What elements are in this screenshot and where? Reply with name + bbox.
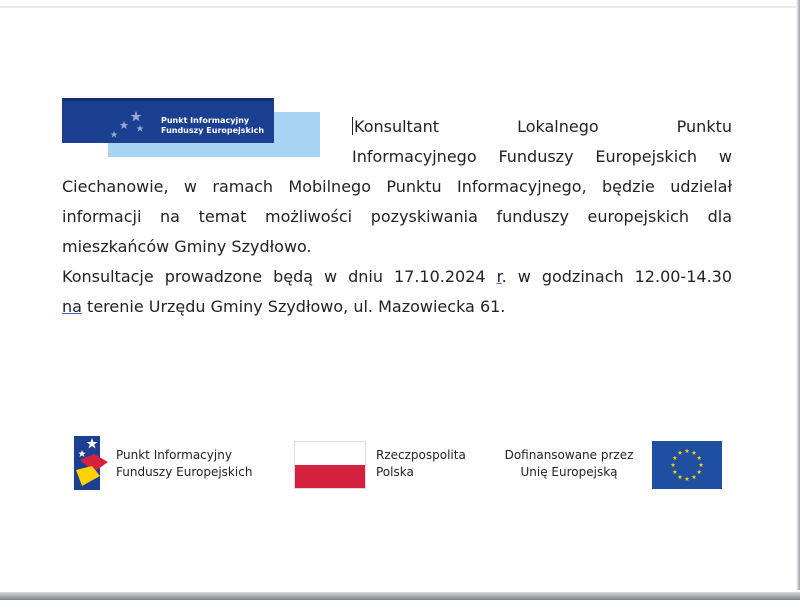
eu-star-icon [685, 449, 690, 453]
body-word-2: Lokalnego [517, 117, 599, 136]
pife-logo-icon [70, 432, 118, 494]
eu-text-line2: Unię Europejską [520, 465, 618, 479]
body-word-3: Punktu [676, 117, 732, 136]
eu-flag-stars-icon [652, 441, 722, 489]
page-top-edge [0, 6, 800, 8]
page-shadow-bottom [0, 592, 800, 600]
eu-star-icon [671, 463, 676, 467]
eu-star-icon [685, 477, 690, 481]
rp-text-line1: Rzeczpospolita [376, 448, 466, 462]
pife-text-line2: Funduszy Europejskich [116, 465, 253, 479]
body-line-5: mieszkańców Gminy Szydłowo. [62, 237, 312, 256]
eu-text-line1: Dofinansowane przez [504, 448, 634, 462]
body-line-3: Ciechanowie, w ramach Mobilnego Punktu Informacyjnego, będzie udzielał [62, 177, 732, 196]
page-shadow-right [796, 0, 800, 590]
flag-red-stripe [295, 465, 365, 488]
polish-flag-icon [294, 441, 366, 489]
pife-logo-text [116, 447, 252, 481]
eu-star-icon [692, 450, 697, 454]
banner-text-line1: Punkt Informacyjny [161, 116, 250, 125]
rp-logo-text [376, 447, 466, 481]
body-line-7 [62, 292, 732, 322]
body-line-6 [62, 262, 732, 292]
body-word-1: Konsultant [354, 117, 440, 136]
rp-text-line2: Polska [376, 465, 414, 479]
banner-dark-block [62, 98, 274, 143]
body-line-2: Informacyjnego Funduszy Europejskich w [352, 147, 732, 166]
pife-banner [62, 98, 320, 160]
eu-star-icon [678, 475, 683, 479]
eu-star-icon [697, 456, 702, 460]
eu-star-icon [673, 456, 678, 460]
eu-star-icon [692, 475, 697, 479]
body-line-6-a: Konsultacje prowadzone będą w dniu 17.10.2024 [62, 267, 497, 286]
eu-star-icon [699, 463, 704, 467]
eu-flag-icon [652, 441, 722, 489]
eu-star-icon [673, 470, 678, 474]
eu-star-icon [678, 450, 683, 454]
pife-text-line1: Punkt Informacyjny [116, 448, 232, 462]
eu-stars-icon [106, 109, 154, 141]
body-line-7-a: na [62, 297, 82, 316]
banner-text-line2: Funduszy Europejskich [161, 126, 265, 135]
body-line-6-c: . w godzinach 12.00-14.30 [501, 267, 733, 286]
text-cursor [352, 117, 353, 135]
body-line-1 [352, 112, 732, 142]
banner-text [161, 116, 264, 136]
body-line-6-b: r [496, 267, 502, 286]
flag-white-stripe [295, 442, 365, 465]
eu-logo-text [496, 447, 642, 481]
body-line-4: informacji na temat możliwości pozyskiwania funduszy europejskich dla [62, 207, 732, 226]
eu-star-icon [697, 470, 702, 474]
body-line-7-b: terenie Urzędu Gminy Szydłowo, ul. Mazowiecka 61. [81, 297, 506, 316]
